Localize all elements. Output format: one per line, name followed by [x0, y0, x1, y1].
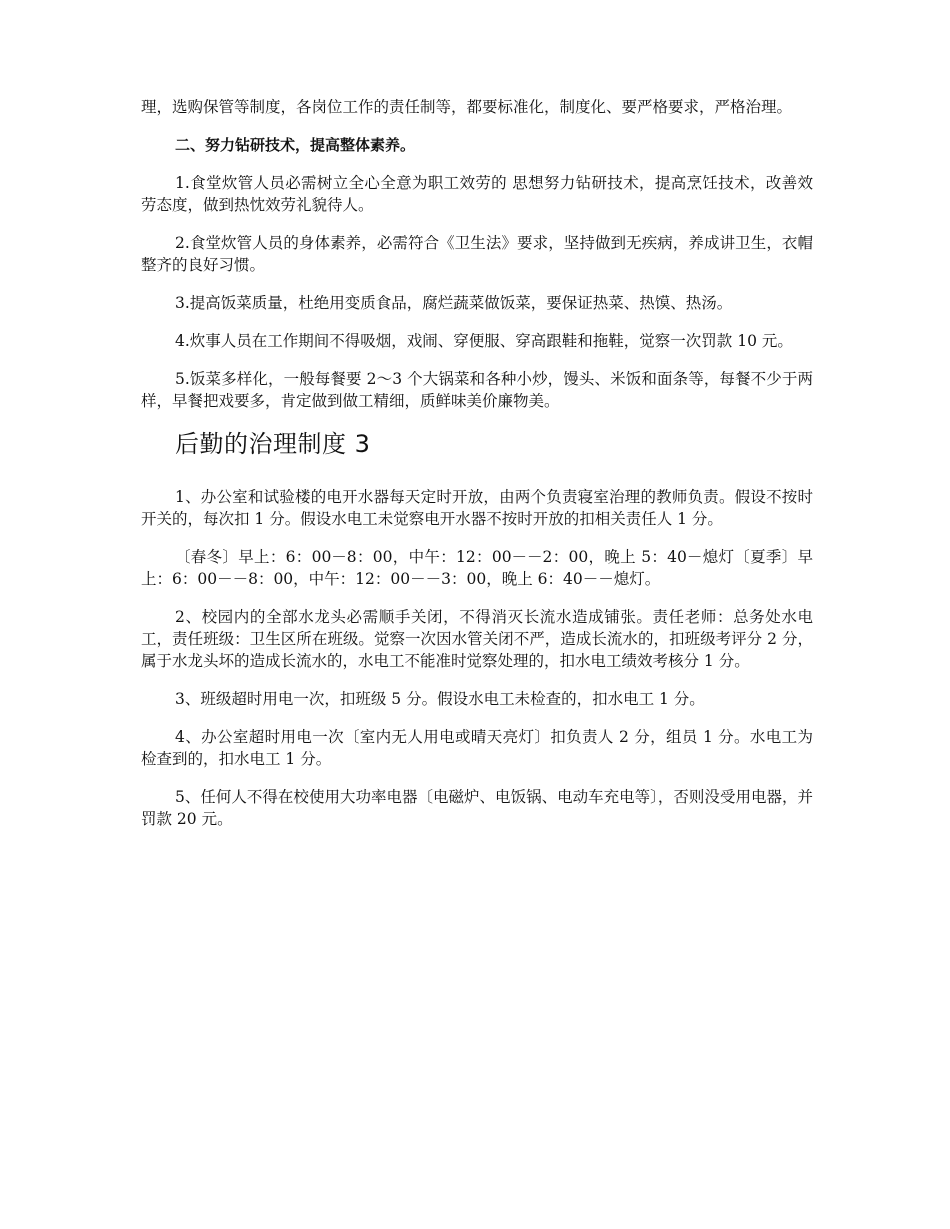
section3-paragraph-2: 2、校园内的全部水龙头必需顺手关闭，不得消灭长流水造成铺张。责任老师：总务处水电工，责任班级：卫生区所在班级。觉察一次因水管关闭不严，造成长流水的，扣班级考评分 2 分，属于水龙头坏的造成长流水的，水电工不能准时觉察处理的，扣水电工绩效考核分 1 分。 [141, 608, 813, 670]
section2-item-1: 1.食堂炊管人员必需树立全心全意为职工效劳的 思想努力钻研技术，提高烹饪技术，改善效劳态度，做到热忱效劳礼貌待人。 [141, 174, 813, 214]
section2-item-5: 5.饭菜多样化，一般每餐要 2～3 个大锅菜和各种小炒，馒头、米饭和面条等，每餐不少于两样，早餐把戏要多，肯定做到做工精细，质鲜味美价廉物美。 [141, 370, 813, 410]
document-body [141, 96, 813, 830]
section3-paragraph-3: 3、班级超时用电一次，扣班级 5 分。假设水电工未检查的，扣水电工 1 分。 [175, 690, 705, 708]
section3-paragraph-1: 1、办公室和试验楼的电开水器每天定时开放，由两个负责寝室治理的教师负责。假设不按时开关的，每次扣 1 分。假设水电工未觉察电开水器不按时开放的扣相关责任人 1 分。 [141, 488, 813, 528]
intro-continuation-paragraph: 理，选购保管等制度，各岗位工作的责任制等，都要标准化，制度化、要严格要求，严格治理。 [141, 98, 793, 116]
section3-title: 后勤的治理制度 3 [175, 430, 371, 458]
section2-heading: 二、努力钻研技术，提高整体素养。 [175, 136, 416, 154]
section2-item-4: 4.炊事人员在工作期间不得吸烟，戏闹、穿便服、穿高跟鞋和拖鞋，觉察一次罚款 10 元。 [175, 332, 793, 350]
section2-item-3: 3.提高饭菜质量，杜绝用变质食品，腐烂蔬菜做饭菜，要保证热菜、热馍、热汤。 [175, 294, 733, 312]
section2-item-2: 2.食堂炊管人员的身体素养，必需符合《卫生法》要求，坚持做到无疾病，养成讲卫生，衣帽整齐的良好习惯。 [141, 234, 813, 274]
section3-paragraph-5: 5、任何人不得在校使用大功率电器〔电磁炉、电饭锅、电动车充电等〕，否则没受用电器，并罚款 20 元。 [141, 788, 813, 828]
section3-paragraph-4: 4、办公室超时用电一次〔室内无人用电或晴天亮灯〕扣负责人 2 分，组员 1 分。水电工为检查到的，扣水电工 1 分。 [141, 728, 813, 768]
section3-schedule-paragraph: 〔春冬〕早上：6：00－8：00，中午：12：00－－2：00，晚上 5：40－熄灯〔夏季〕早上：6：00－－8：00，中午：12：00－－3：00，晚上 6：40－－熄灯。 [141, 548, 813, 588]
